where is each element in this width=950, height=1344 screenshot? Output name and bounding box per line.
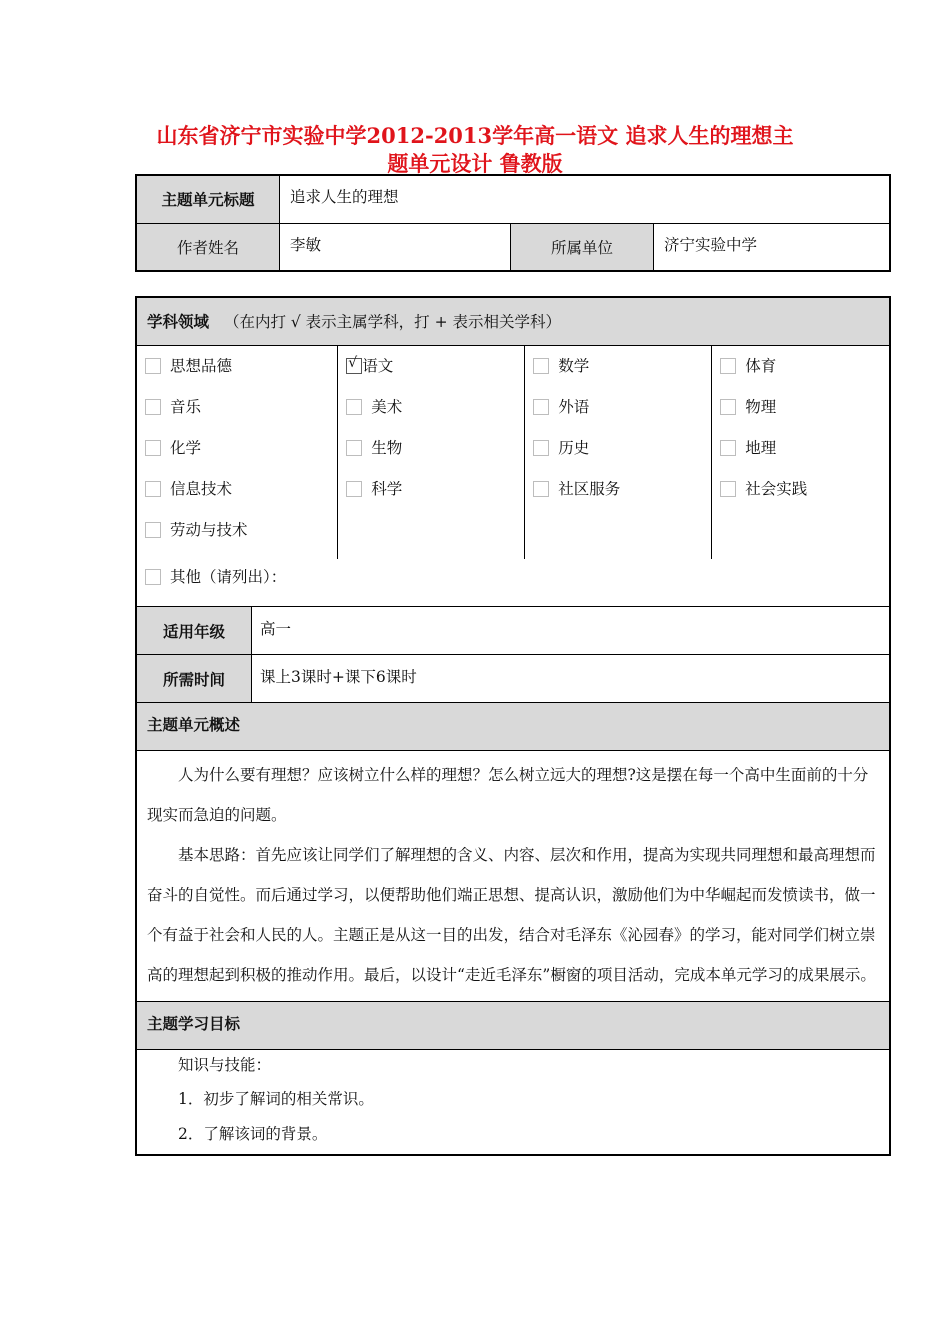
checkbox-subject[interactable] [533,395,703,436]
subject-label: 思想品德 [170,356,233,375]
checkbox-icon[interactable] [720,399,736,415]
overview-paragraph-2: 基本思路：首先应该让同学们了解理想的含义、内容、层次和作用，提高为实现共同理想和最高理想而奋斗的自觉性。而后通过学习，以便帮助他们端正思想、提高认识，激励他们为中华崛起而发愤读书，做一个有益于社会和人民的人。主题正是从这一目的出发，结合对毛泽东《沁园春》的学习，能对同学们树立崇高的理想起到积极的推动作用。最后，以设计“走近毛泽东”橱窗的项目活动，完成本单元学习的成果展示。 [147,846,876,984]
goals-item-2: 2．了解该词的背景。 [178,1125,328,1143]
main-table [135,296,891,1156]
goals-item-1: 1．初步了解词的相关常识。 [178,1090,374,1108]
checkbox-subject[interactable] [533,354,703,395]
title-line-2: 题单元设计 鲁教版 [387,151,563,176]
checked-box-icon[interactable] [346,354,362,374]
checkbox-icon[interactable] [533,440,549,456]
checkbox-subject[interactable] [346,436,516,477]
checkbox-subject[interactable] [346,477,516,518]
title-line-1: 山东省济宁市实验中学2012-2013学年高一语文 追求人生的理想主 [156,123,794,148]
other-subject-label: 其他（请列出）： [170,567,287,586]
checkbox-icon[interactable] [346,440,362,456]
subject-header [136,297,890,345]
other-subject-row [136,559,890,607]
subject-label: 社会实践 [745,479,808,498]
checkbox-icon[interactable] [533,481,549,497]
checkbox-subject[interactable] [720,354,881,395]
time-value: 课上3课时+课下6课时 [252,655,891,703]
subject-column-1 [136,345,338,559]
checkbox-subject[interactable] [145,354,329,395]
subject-label: 美术 [371,397,403,416]
checkbox-subject[interactable] [720,395,881,436]
checkbox-subject[interactable] [145,477,329,518]
subject-label: 外语 [558,397,590,416]
subject-label: 地理 [745,438,777,457]
author-label: 作者姓名 [136,223,280,271]
checkbox-icon[interactable] [533,399,549,415]
subject-label: 信息技术 [170,479,233,498]
checkbox-icon[interactable] [346,481,362,497]
checkbox-subject[interactable] [720,436,881,477]
subject-heading: 学科领域 [147,312,210,332]
subject-column-2 [338,345,525,559]
checkbox-icon[interactable] [346,399,362,415]
subject-label: 语文 [362,356,394,375]
checkbox-icon[interactable] [720,358,736,374]
goals-subheading: 知识与技能： [178,1056,272,1074]
overview-paragraph-1: 人为什么要有理想？应该树立什么样的理想？怎么树立远大的理想?这是摆在每一个高中生面前的十分现实而急迫的问题。 [147,766,869,824]
unit-value: 济宁实验中学 [654,223,891,271]
overview-heading: 主题单元概述 [136,703,890,751]
goals-body [136,1050,890,1156]
checkbox-icon[interactable] [720,440,736,456]
checkbox-icon[interactable] [145,569,161,585]
checkbox-subject[interactable] [346,395,516,436]
subject-label: 数学 [558,356,590,375]
subject-label: 生物 [371,438,403,457]
overview-body [136,751,890,1002]
grade-label: 适用年级 [136,607,252,655]
subject-note: （在内打 √ 表示主属学科，打 + 表示相关学科） [223,313,562,332]
checkbox-subject[interactable] [720,477,881,518]
checkbox-icon[interactable] [533,358,549,374]
theme-title-label: 主题单元标题 [136,175,280,223]
grade-value: 高一 [252,607,891,655]
checkbox-icon[interactable] [145,522,161,538]
subject-label: 体育 [745,356,777,375]
checkbox-icon[interactable] [145,399,161,415]
checkmark-icon: √ [348,354,358,371]
checkbox-other[interactable] [145,565,881,606]
unit-label: 所属单位 [511,223,654,271]
document-title [100,122,850,178]
subject-label: 科学 [371,479,403,498]
subject-column-3 [525,345,712,559]
checkbox-icon[interactable] [145,481,161,497]
checkbox-subject[interactable] [533,436,703,477]
author-value: 李敏 [280,223,511,271]
theme-title-value: 追求人生的理想 [280,175,891,223]
checkbox-subject[interactable] [145,395,329,436]
checkbox-subject[interactable] [145,518,329,559]
checkbox-subject[interactable] [533,477,703,518]
subject-label: 社区服务 [558,479,621,498]
checkbox-subject[interactable] [145,436,329,477]
subject-label: 化学 [170,438,202,457]
goals-heading: 主题学习目标 [136,1002,890,1050]
subject-label: 音乐 [170,397,202,416]
header-table [135,174,891,272]
time-label: 所需时间 [136,655,252,703]
subject-label: 劳动与技术 [170,520,248,539]
checkbox-icon[interactable] [145,358,161,374]
checkbox-icon[interactable] [145,440,161,456]
checkbox-subject[interactable] [346,354,516,395]
checkbox-icon[interactable] [720,481,736,497]
subject-column-4 [712,345,890,559]
subject-label: 历史 [558,438,590,457]
subject-label: 物理 [745,397,777,416]
